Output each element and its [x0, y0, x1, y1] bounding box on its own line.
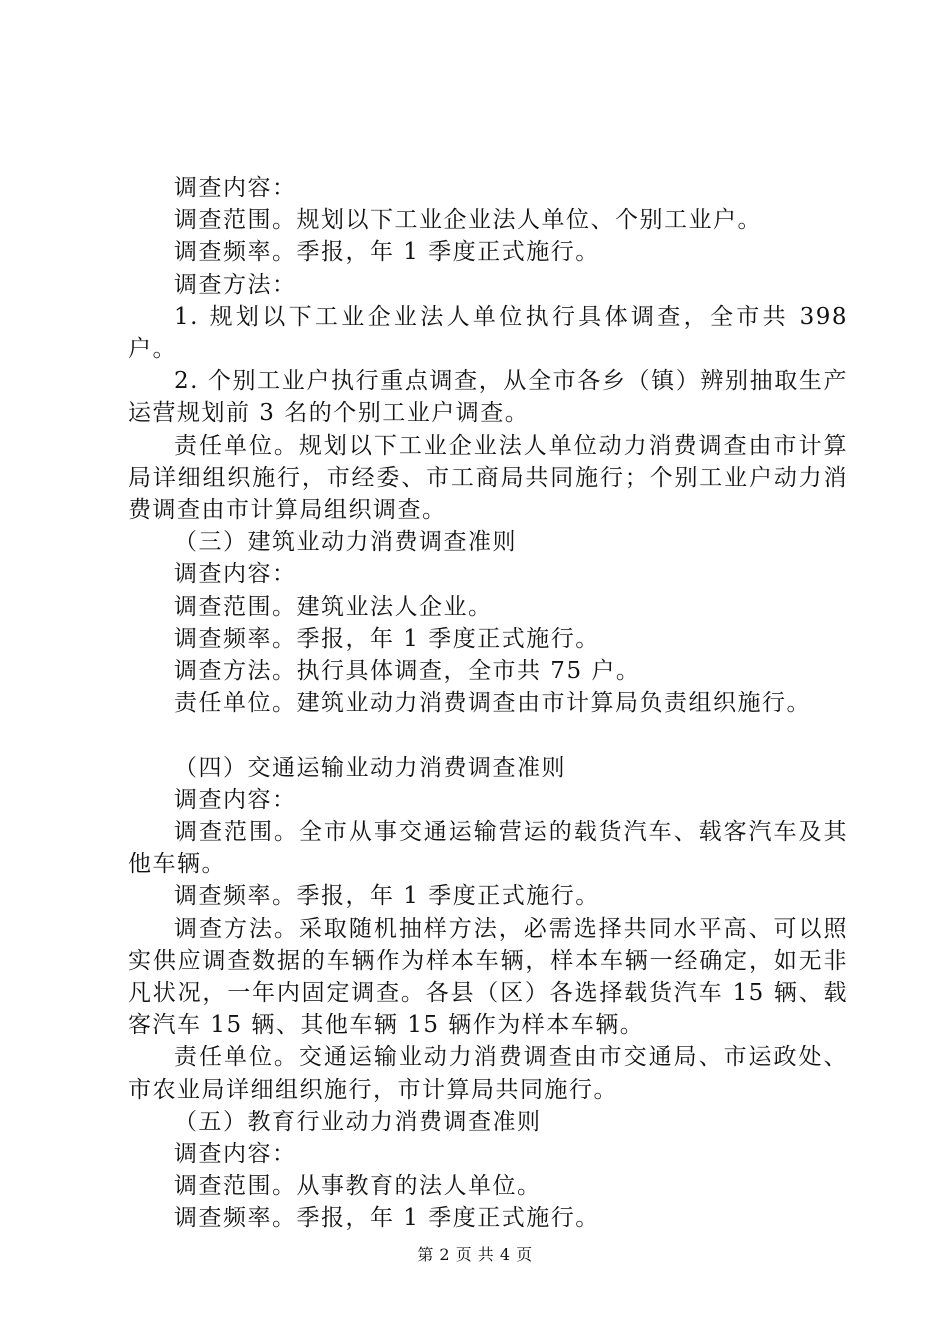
paragraph: 调查频率。季报，年 1 季度正式施行。	[174, 883, 600, 910]
page-number-label: 第 2 页 共 4 页	[417, 1245, 533, 1264]
paragraph: 责任单位。交通运输业动力消费调查由市交通局、市运政处、市农业局详细组织施行，市计算局共同施行。	[128, 1044, 848, 1103]
paragraph: 调查方法。采取随机抽样方法，必需选择共同水平高、可以照实供应调查数据的车辆作为样本车辆，样本车辆一经确定，如无非凡状况，一年内固定调查。各县（区）各选择载货汽车 15 辆、载客汽车 15 辆、其他车辆 15 辆作为样本车辆。	[128, 915, 848, 1039]
paragraph: 2. 个别工业户执行重点调查，从全市各乡（镇）辨别抽取生产运营规划前 3 名的个别工业户调查。	[128, 368, 848, 427]
paragraph: 调查范围。全市从事交通运输营运的载货汽车、载客汽车及其他车辆。	[128, 819, 848, 878]
paragraph: 调查频率。季报，年 1 季度正式施行。	[174, 625, 600, 652]
paragraph: 调查方法：	[174, 271, 297, 298]
paragraph: 责任单位。规划以下工业企业法人单位动力消费调查由市计算局详细组织施行，市经委、市工商局共同施行；个别工业户动力消费调查由市计算局组织调查。	[128, 432, 848, 524]
paragraph: 调查内容：	[174, 561, 297, 588]
paragraph: 责任单位。建筑业动力消费调查由市计算局负责组织施行。	[174, 690, 811, 717]
paragraph: 调查范围。规划以下工业企业法人单位、个别工业户。	[174, 207, 762, 234]
blank-line	[128, 719, 848, 751]
paragraph: 调查范围。从事教育的法人单位。	[174, 1173, 542, 1200]
section-heading: （五）教育行业动力消费调查准则	[174, 1108, 542, 1135]
paragraph: 调查频率。季报，年 1 季度正式施行。	[174, 239, 600, 266]
paragraph: 调查频率。季报，年 1 季度正式施行。	[174, 1205, 600, 1232]
paragraph: 调查方法。执行具体调查，全市共 75 户。	[174, 658, 641, 685]
section-heading: （三）建筑业动力消费调查准则	[174, 529, 517, 556]
document-body	[128, 172, 848, 1235]
page-footer	[0, 1242, 950, 1265]
paragraph: 调查内容：	[174, 175, 297, 201]
paragraph: 调查内容：	[174, 786, 297, 813]
paragraph: 1. 规划以下工业企业法人单位执行具体调查，全市共 398 户。	[128, 303, 848, 363]
paragraph: 调查内容：	[174, 1141, 297, 1168]
paragraph: 调查范围。建筑业法人企业。	[174, 593, 493, 620]
section-heading: （四）交通运输业动力消费调查准则	[174, 754, 566, 781]
